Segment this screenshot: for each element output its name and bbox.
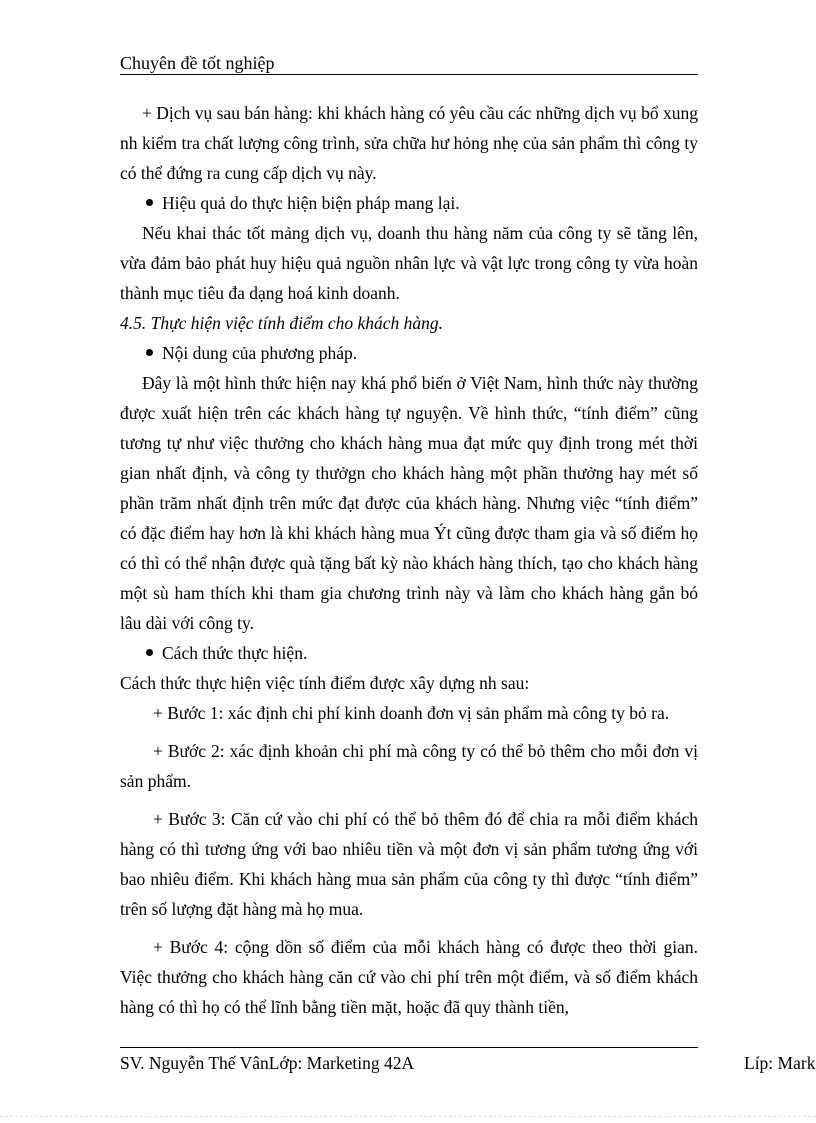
bullet-text: Cách thức thực hiện.: [162, 643, 308, 663]
page-header: [120, 52, 698, 75]
step-2: + Bước 2: xác định khoản chi phí mà công ty có thể bỏ thêm cho mỗi đơn vị sản phẩm.: [120, 741, 698, 791]
bullet-item: [120, 638, 698, 668]
step-4: + Bước 4: cộng dồn số điểm của mỗi khách hàng có được theo thời gian. Việc thưởng cho khách hàng căn cứ vào chi phí trên một điểm, và số điểm khách hàng có thì họ có thể lĩnh bằng tiền mặt, hoặc đã quy thành tiền,: [120, 937, 698, 1017]
step-3: + Bước 3: Căn cứ vào chi phí có thể bỏ thêm đó để chia ra mỗi điểm khách hàng có thì tương ứng với bao nhiêu tiền và một đơn vị sản phẩm tương ứng với bao nhiêu điểm. Khi khách hàng mua sản phẩm của công ty thì được “tính điểm” trên số lượng đặt hàng mà họ mua.: [120, 809, 698, 919]
paragraph-method: Đây là một hình thức hiện nay khá phổ biến ở Việt Nam, hình thức này thường được xuất hiện trên các khách hàng tự nguyện. Về hình thức, “tính điểm” cũng tương tự như việc thưởng cho khách hàng mua đạt mức quy định trong mét thời gian nhất định, và công ty thưởgn cho khách hàng một phần thưởng hay mét số phần trăm nhất định trên mức đạt được của khách hàng. Nhưng việc “tính điểm” có đặc điểm hay hơn là khi khách hàng mua Ýt cũng được tham gia và số điểm họ có thì có thể nhận được quà tặng bất kỳ nào khách hàng thích, tạo cho khách hàng một sù ham thích khi tham gia chương trình này và làm cho khách hàng gắn bó lâu dài với công ty.: [120, 373, 698, 633]
bullet-icon: [146, 649, 153, 656]
page-break-divider: [0, 1116, 816, 1117]
bullet-text: Hiệu quả do thực hiện biện pháp mang lại.: [162, 193, 460, 213]
bullet-icon: [146, 349, 153, 356]
footer-student: SV. Nguyễn Thế VânLớp: Marketing 42A: [120, 1053, 415, 1073]
step-1: + Bước 1: xác định chi phí kinh doanh đơn vị sản phẩm mà công ty bỏ ra.: [153, 703, 670, 723]
footer-class-label: Líp: Mark: [744, 1053, 816, 1073]
footer-divider: [120, 1047, 698, 1048]
document-body: [120, 98, 698, 1022]
bullet-icon: [146, 199, 153, 206]
paragraph-after-sales: + Dịch vụ sau bán hàng: khi khách hàng có yêu cầu các những dịch vụ bổ xung nh kiểm tra chất lượng công trình, sửa chữa hư hỏng nhẹ của sản phẩm thì công ty có thể đứng ra cung cấp dịch vụ này.: [120, 103, 698, 183]
bullet-text: Nội dung của phương pháp.: [162, 343, 358, 363]
paragraph-effect: Nếu khai thác tốt mảng dịch vụ, doanh thu hàng năm của công ty sẽ tăng lên, vừa đảm bảo phát huy hiệu quả nguồn nhân lực và vật lực trong công ty vừa hoàn thành mục tiêu đa dạng hoá kinh doanh.: [120, 223, 698, 303]
page-footer: [120, 1051, 698, 1075]
paragraph-steps-intro: Cách thức thực hiện việc tính điểm được xây dựng nh sau:: [120, 673, 530, 693]
bullet-item: [120, 188, 698, 218]
section-heading: 4.5. Thực hiện việc tính điểm cho khách hàng.: [120, 313, 444, 333]
header-title: Chuyên đề tốt nghiệp: [120, 53, 275, 73]
bullet-item: [120, 338, 698, 368]
